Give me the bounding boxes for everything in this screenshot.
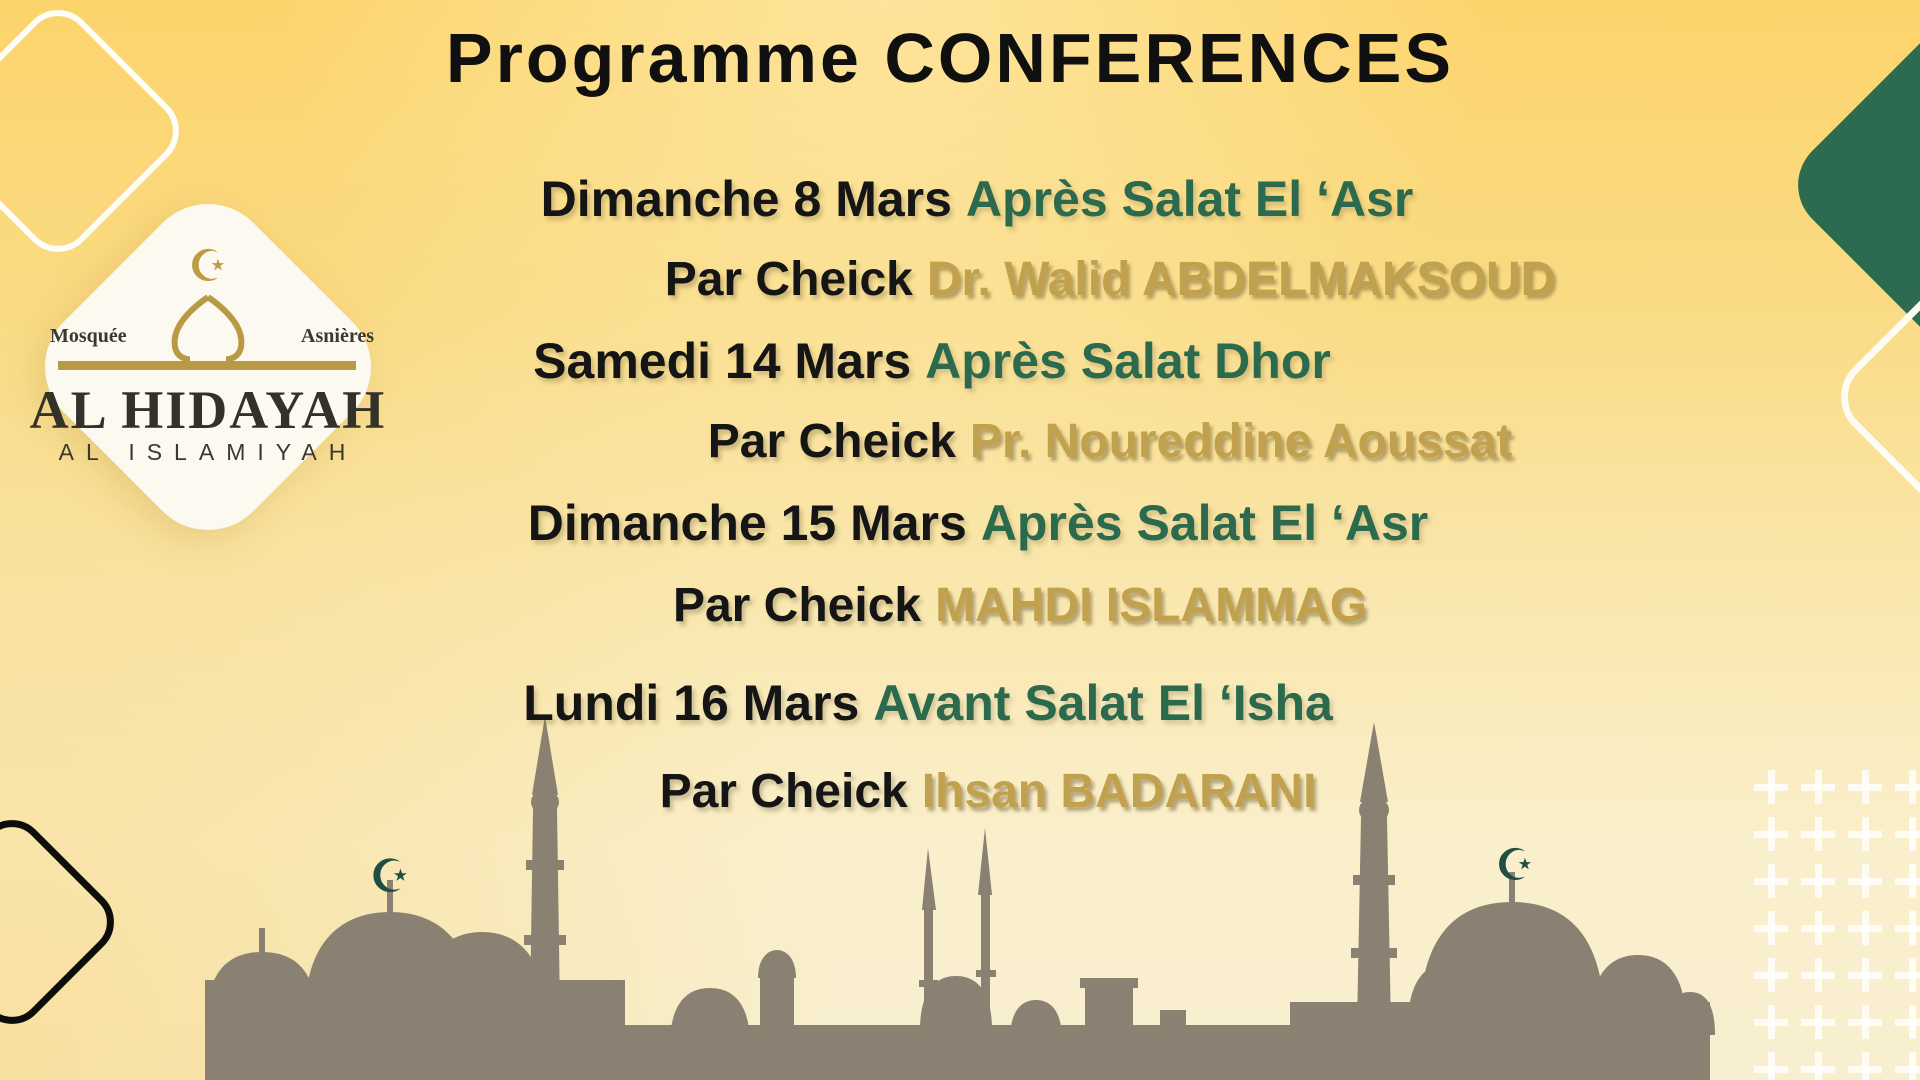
poster-title: Programme CONFERENCES: [445, 19, 1455, 97]
event-2-speaker-line: [150, 414, 1920, 469]
event-4-date: Lundi 16 Mars: [523, 675, 860, 731]
crescent-star-icon: ☪: [188, 241, 228, 292]
right-dome-crescent-icon: ☪: [1495, 840, 1535, 891]
event-1-time: Après Salat El ‘Asr: [965, 171, 1414, 227]
event-1-by: Par Cheick: [664, 253, 913, 306]
event-4-speaker-line: [28, 764, 1920, 819]
event-2-time: Après Salat Dhor: [925, 333, 1331, 389]
event-3-by: Par Cheick: [672, 579, 922, 632]
event-4-by: Par Cheick: [659, 765, 908, 818]
event-4-header: [0, 674, 1888, 732]
event-2-by: Par Cheick: [707, 415, 956, 468]
logo-word-mosquee: Mosquée: [50, 325, 127, 347]
event-4-time: Avant Salat El ‘Isha: [873, 675, 1333, 731]
event-2-speaker: Pr. Noureddine Aoussat: [969, 415, 1513, 468]
event-3-speaker: MAHDI ISLAMMAG: [935, 579, 1368, 632]
event-3-date: Dimanche 15 Mars: [527, 495, 967, 551]
event-3-time: Après Salat El ‘Asr: [980, 495, 1429, 551]
event-3-speaker-line: [60, 578, 1920, 633]
event-1-header: [17, 170, 1920, 228]
event-1-date: Dimanche 8 Mars: [540, 171, 952, 227]
logo-subtitle: AL ISLAMIYAH: [58, 439, 358, 465]
logo-name: AL HIDAYAH: [29, 380, 387, 440]
event-2-date: Samedi 14 Mars: [533, 333, 912, 389]
event-3-header: [18, 494, 1920, 552]
event-1-speaker: Dr. Walid ABDELMAKSOUD: [926, 253, 1556, 306]
event-4-speaker: Ihsan BADARANI: [921, 765, 1317, 818]
event-1-speaker-line: [150, 252, 1920, 307]
left-dome-crescent-icon: ☪: [369, 849, 411, 903]
event-2-header: [0, 332, 1892, 390]
logo-word-asnieres: Asnières: [301, 325, 374, 347]
